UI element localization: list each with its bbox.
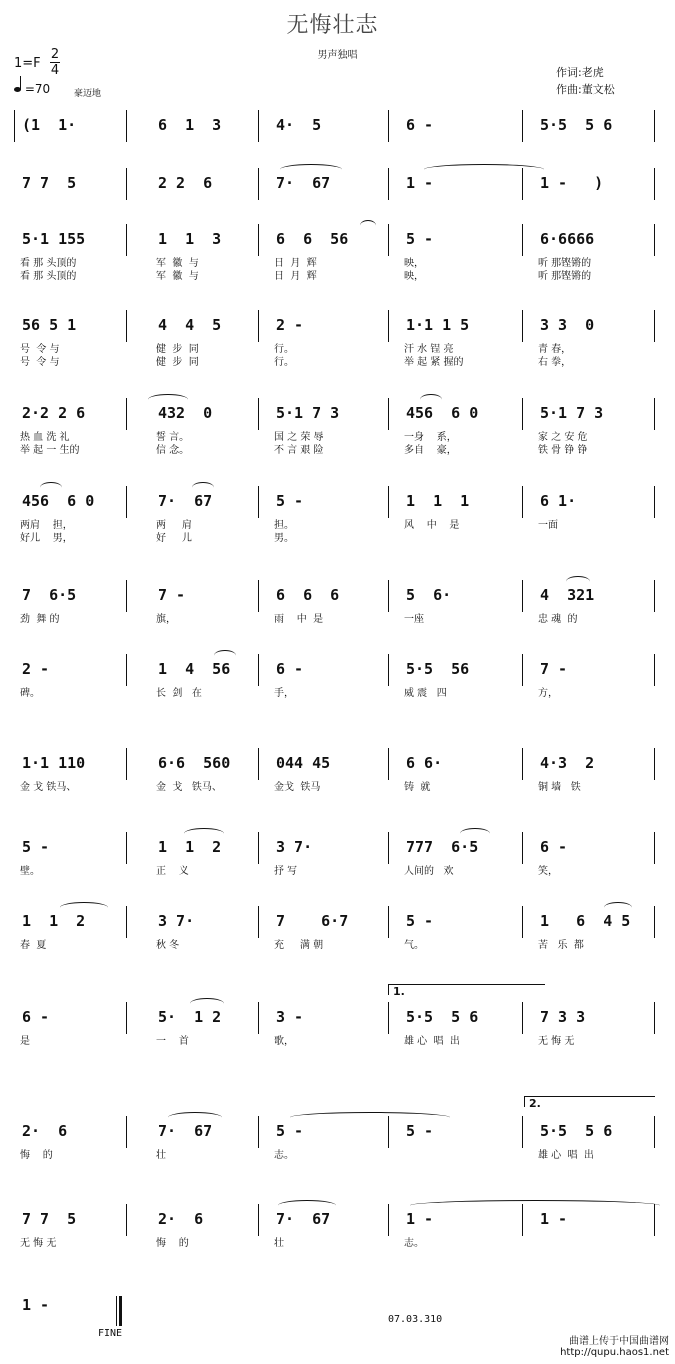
measure-notes: 2 - <box>22 660 50 678</box>
barline <box>654 398 655 430</box>
barline <box>258 310 259 342</box>
barline <box>258 1116 259 1148</box>
barline <box>522 110 523 142</box>
final-barline-thick <box>119 1296 122 1326</box>
lyric-verse-2: 多自 豪， <box>404 445 457 456</box>
lyric-verse-2: 军 徽 与 <box>156 271 199 282</box>
barline <box>126 310 127 342</box>
barline <box>388 654 389 686</box>
barline <box>258 748 259 780</box>
measure-notes: 1 - <box>540 1210 568 1228</box>
barline <box>388 748 389 780</box>
slur-tie <box>168 1112 222 1123</box>
lyric-verse-1: 壮 <box>274 1238 284 1249</box>
barline <box>522 1116 523 1148</box>
measure-notes: 044 45 <box>276 754 331 772</box>
lyric-verse-2: 号 令 与 <box>20 357 60 368</box>
lyric-verse-1: 雄 心 唱 出 <box>538 1150 594 1161</box>
measure-notes: 7 3 3 <box>540 1008 586 1026</box>
measure-notes: 7· 67 <box>276 1210 331 1228</box>
lyric-verse-1: 抒 写 <box>274 866 298 877</box>
slur-tie <box>192 482 214 493</box>
measure-notes: 1 6 4 5 <box>540 912 631 930</box>
lyric-verse-1: 一座 <box>404 614 424 625</box>
barline <box>126 748 127 780</box>
barline <box>258 654 259 686</box>
measure-notes: 1 - <box>22 1296 50 1314</box>
measure-notes: 2· 6 <box>158 1210 204 1228</box>
slur-tie <box>60 902 108 913</box>
measure-notes: 7· 67 <box>276 174 331 192</box>
measure-notes: 6 1· <box>540 492 577 510</box>
lyric-verse-1: 长 剑 在 <box>156 688 202 699</box>
slur-tie <box>410 1200 660 1211</box>
barline-start <box>14 110 15 142</box>
measure-notes: 5 - <box>406 230 434 248</box>
measure-notes: 7 7 5 <box>22 1210 77 1228</box>
measure-notes: 7· 67 <box>158 492 213 510</box>
barline <box>126 580 127 612</box>
measure-notes: 56 5 1 <box>22 316 77 334</box>
lyric-verse-1: 春 夏 <box>20 940 47 951</box>
lyric-verse-1: 听 那铿锵的 <box>538 258 592 269</box>
measure-notes: 6 - <box>22 1008 50 1026</box>
barline <box>654 1002 655 1034</box>
measure-notes: 1·1 1 5 <box>406 316 470 334</box>
lyric-verse-1: 日 月 辉 <box>274 258 317 269</box>
barline <box>654 310 655 342</box>
measure-notes: 5 - <box>22 838 50 856</box>
measure-notes: 6 - <box>540 838 568 856</box>
lyric-verse-1: 两肩 担， <box>20 520 73 531</box>
lyric-verse-2: 举 起 紧 握的 <box>404 357 464 368</box>
barline <box>522 310 523 342</box>
barline <box>654 224 655 256</box>
barline <box>126 1204 127 1236</box>
lyric-verse-1: 健 步 同 <box>156 344 199 355</box>
measure-notes: 4· 5 <box>276 116 322 134</box>
slur-tie <box>566 576 590 587</box>
measure-notes: 1 1 2 <box>158 838 222 856</box>
lyric-verse-1: 壮 <box>156 1150 166 1161</box>
barline <box>654 654 655 686</box>
volta-1-label: 1. <box>393 985 405 998</box>
slur-tie <box>214 650 236 661</box>
lyric-verse-1: 雨 中 是 <box>274 614 324 625</box>
barline <box>388 1204 389 1236</box>
barline <box>388 110 389 142</box>
lyric-verse-1: 家 之 安 危 <box>538 432 588 443</box>
barline <box>388 398 389 430</box>
barline <box>522 832 523 864</box>
measure-notes: 6 6· <box>406 754 443 772</box>
barline <box>522 654 523 686</box>
measure-notes: 5·5 5 6 <box>406 1008 479 1026</box>
slur-tie <box>184 828 224 839</box>
barline <box>126 486 127 518</box>
lyric-verse-1: 无 悔 无 <box>20 1238 57 1249</box>
barline <box>388 224 389 256</box>
barline <box>258 832 259 864</box>
lyric-verse-1: 映， <box>404 258 424 269</box>
measure-notes: 456 6 0 <box>22 492 95 510</box>
measure-notes: 3 - <box>276 1008 304 1026</box>
measure-notes: 4 321 <box>540 586 595 604</box>
meter-top: 2 <box>50 47 60 62</box>
slur-tie <box>460 828 490 839</box>
lyric-verse-1: 金戈 铁马 <box>274 782 321 793</box>
slur-tie <box>290 1112 450 1123</box>
lyric-verse-1: 旗， <box>156 614 176 625</box>
lyric-verse-2: 健 步 同 <box>156 357 199 368</box>
barline <box>126 168 127 200</box>
lyric-verse-1: 充 满 朝 <box>274 940 324 951</box>
measure-notes: 432 0 <box>158 404 213 422</box>
lyric-verse-1: 风 中 是 <box>404 520 460 531</box>
measure-notes: 1 1 1 <box>406 492 470 510</box>
measure-notes: 5 - <box>276 492 304 510</box>
lyric-verse-1: 国 之 荣 辱 <box>274 432 324 443</box>
measure-notes: 5· 1 2 <box>158 1008 222 1026</box>
measure-notes: 5 - <box>406 912 434 930</box>
lyric-verse-1: 军 徽 与 <box>156 258 199 269</box>
lyric-verse-1: 一身 系， <box>404 432 457 443</box>
barline <box>388 486 389 518</box>
lyric-verse-1: 方， <box>538 688 558 699</box>
lyric-verse-1: 一 首 <box>156 1036 189 1047</box>
measure-notes: 7 - <box>158 586 186 604</box>
measure-notes: 456 6 0 <box>406 404 479 422</box>
lyric-verse-1: 志。 <box>274 1150 294 1161</box>
measure-notes: 1 - <box>406 174 434 192</box>
lyric-verse-2: 信 念。 <box>156 445 190 456</box>
barline <box>388 310 389 342</box>
lyric-verse-1: 铜 墙 铁 <box>538 782 581 793</box>
barline <box>654 1116 655 1148</box>
barline <box>654 832 655 864</box>
measure-notes: 1 1 2 <box>22 912 86 930</box>
lyric-verse-1: 手， <box>274 688 294 699</box>
measure-notes: 7· 67 <box>158 1122 213 1140</box>
lyric-verse-1: 雄 心 唱 出 <box>404 1036 460 1047</box>
lyric-verse-1: 铸 就 <box>404 782 431 793</box>
barline <box>258 906 259 938</box>
lyric-verse-2: 右 拳， <box>538 357 572 368</box>
barline <box>126 832 127 864</box>
slur-tie <box>604 902 632 913</box>
slur-tie <box>148 394 188 405</box>
measure-notes: 6 6 6 <box>276 586 340 604</box>
lyric-verse-1: 壁。 <box>20 866 40 877</box>
lyric-verse-1: 誓 言。 <box>156 432 190 443</box>
barline <box>522 906 523 938</box>
lyric-verse-1: 劲 舞 的 <box>20 614 60 625</box>
measure-notes: 2 2 6 <box>158 174 213 192</box>
measure-notes: 1 - <box>406 1210 434 1228</box>
song-title: 无悔壮志 <box>286 13 379 38</box>
lyric-verse-2: 听 那铿锵的 <box>538 271 592 282</box>
quarter-note-icon <box>14 87 21 92</box>
footer-url: http://qupu.haos1.net <box>560 1347 669 1358</box>
barline <box>522 748 523 780</box>
lyric-verse-1: 热 血 洗 礼 <box>20 432 70 443</box>
lyric-verse-1: 忠 魂 的 <box>538 614 578 625</box>
lyric-verse-1: 金 戈 铁马、 <box>156 782 222 793</box>
barline <box>654 486 655 518</box>
barline <box>654 748 655 780</box>
date-stamp: 07.03.310 <box>388 1314 443 1325</box>
volta-bracket-1 <box>388 984 545 995</box>
lyric-verse-1: 行。 <box>274 344 294 355</box>
lyric-verse-1: 金 戈 铁马、 <box>20 782 77 793</box>
barline <box>258 486 259 518</box>
measure-notes: 5·1 7 3 <box>540 404 604 422</box>
lyric-verse-1: 两 肩 <box>156 520 192 531</box>
measure-notes: (1 1· <box>22 116 77 134</box>
slur-tie <box>40 482 62 493</box>
measure-notes: 5 - <box>276 1122 304 1140</box>
measure-notes: 4 4 5 <box>158 316 222 334</box>
lyric-verse-2: 好儿 男， <box>20 533 73 544</box>
tempo-marking <box>14 82 50 96</box>
lyric-verse-1: 秋 冬 <box>156 940 180 951</box>
meter-bottom: 4 <box>50 63 60 78</box>
barline <box>522 580 523 612</box>
measure-notes: 5·5 56 <box>406 660 470 678</box>
measure-notes: 1 4 56 <box>158 660 231 678</box>
lyric-verse-1: 青 春， <box>538 344 572 355</box>
lyric-verse-1: 担。 <box>274 520 294 531</box>
barline <box>388 580 389 612</box>
volta-bracket-2 <box>524 1096 655 1107</box>
measure-notes: 6·6 560 <box>158 754 231 772</box>
lyric-verse-2: 映， <box>404 271 424 282</box>
expression-marking: 豪迈地 <box>74 89 102 99</box>
lyric-verse-1: 威 震 四 <box>404 688 447 699</box>
barline <box>522 1002 523 1034</box>
slur-tie <box>420 394 442 405</box>
measure-notes: 1 - ) <box>540 174 604 192</box>
barline <box>388 168 389 200</box>
volta-2-label: 2. <box>529 1097 541 1110</box>
lyric-verse-1: 气。 <box>404 940 424 951</box>
lyric-verse-2: 举 起 一 生的 <box>20 445 80 456</box>
key-signature: 1=F <box>14 56 41 71</box>
measure-notes: 5·1 7 3 <box>276 404 340 422</box>
lyric-verse-1: 无 悔 无 <box>538 1036 575 1047</box>
barline <box>522 398 523 430</box>
measure-notes: 7 - <box>540 660 568 678</box>
measure-notes: 5·5 5 6 <box>540 1122 613 1140</box>
lyric-verse-2: 行。 <box>274 357 294 368</box>
measure-notes: 3 7· <box>158 912 195 930</box>
barline <box>522 224 523 256</box>
barline <box>258 168 259 200</box>
lyric-verse-2: 好 儿 <box>156 533 192 544</box>
measure-notes: 6 1 3 <box>158 116 222 134</box>
barline <box>126 398 127 430</box>
lyric-verse-1: 一面 <box>538 520 558 531</box>
barline <box>258 398 259 430</box>
lyricist-credit: 作词:老虎 <box>556 66 604 79</box>
barline <box>522 486 523 518</box>
barline <box>388 906 389 938</box>
measure-notes: 5·5 5 6 <box>540 116 613 134</box>
measure-notes: 2· 6 <box>22 1122 68 1140</box>
lyric-verse-2: 铁 骨 铮 铮 <box>538 445 588 456</box>
measure-notes: 6·6666 <box>540 230 595 248</box>
performance-type: 男声独唱 <box>317 50 358 61</box>
slur-tie <box>190 998 224 1009</box>
final-barline-thin <box>116 1296 117 1326</box>
lyric-verse-1: 悔 的 <box>156 1238 189 1249</box>
barline <box>126 110 127 142</box>
measure-notes: 6 6 56 <box>276 230 349 248</box>
barline <box>126 1002 127 1034</box>
barline <box>258 224 259 256</box>
lyric-verse-2: 看 那 头顶的 <box>20 271 77 282</box>
measure-notes: 7 7 5 <box>22 174 77 192</box>
footer-site-name: 曲谱上传于中国曲谱网 <box>569 1336 669 1347</box>
lyric-verse-1: 人间的 欢 <box>404 866 454 877</box>
measure-notes: 5 6· <box>406 586 452 604</box>
lyric-verse-1: 歌， <box>274 1036 294 1047</box>
lyric-verse-1: 志。 <box>404 1238 424 1249</box>
lyric-verse-1: 看 那 头顶的 <box>20 258 77 269</box>
barline <box>258 580 259 612</box>
barline <box>126 654 127 686</box>
measure-notes: 3 3 0 <box>540 316 595 334</box>
barline <box>654 906 655 938</box>
barline <box>654 110 655 142</box>
composer-credit: 作曲:董文松 <box>556 83 615 96</box>
measure-notes: 2 - <box>276 316 304 334</box>
barline <box>258 1204 259 1236</box>
measure-notes: 6 - <box>276 660 304 678</box>
barline <box>126 1116 127 1148</box>
barline <box>388 832 389 864</box>
lyric-verse-2: 日 月 辉 <box>274 271 317 282</box>
fine-marking: FINE <box>98 1328 123 1339</box>
barline <box>126 906 127 938</box>
measure-notes: 2·2 2 6 <box>22 404 86 422</box>
barline <box>258 1002 259 1034</box>
measure-notes: 6 - <box>406 116 434 134</box>
slur-tie <box>424 164 544 175</box>
slur-tie <box>280 164 342 175</box>
lyric-verse-1: 是 <box>20 1036 30 1047</box>
lyric-verse-1: 碑。 <box>20 688 40 699</box>
tempo-value: =70 <box>24 82 51 96</box>
lyric-verse-1: 号 令 与 <box>20 344 60 355</box>
barline <box>654 580 655 612</box>
barline <box>126 224 127 256</box>
lyric-verse-2: 男。 <box>274 533 294 544</box>
measure-notes: 5 - <box>406 1122 434 1140</box>
source-footer <box>560 1336 669 1358</box>
measure-notes: 3 7· <box>276 838 313 856</box>
slur-tie <box>360 220 376 231</box>
barline <box>388 1002 389 1034</box>
lyric-verse-2: 不 言 艰 险 <box>274 445 324 456</box>
lyric-verse-1: 汗 水 锃 亮 <box>404 344 454 355</box>
measure-notes: 1·1 110 <box>22 754 86 772</box>
measure-notes: 1 1 3 <box>158 230 222 248</box>
lyric-verse-1: 悔 的 <box>20 1150 53 1161</box>
lyric-verse-1: 苦 乐 都 <box>538 940 584 951</box>
measure-notes: 7 6·5 <box>22 586 77 604</box>
measure-notes: 5·1 155 <box>22 230 86 248</box>
barline <box>654 168 655 200</box>
lyric-verse-1: 笑， <box>538 866 558 877</box>
time-signature <box>50 47 60 78</box>
slur-tie <box>278 1200 336 1211</box>
measure-notes: 4·3 2 <box>540 754 595 772</box>
barline <box>258 110 259 142</box>
lyric-verse-1: 正 义 <box>156 866 189 877</box>
measure-notes: 7 6·7 <box>276 912 349 930</box>
measure-notes: 777 6·5 <box>406 838 479 856</box>
